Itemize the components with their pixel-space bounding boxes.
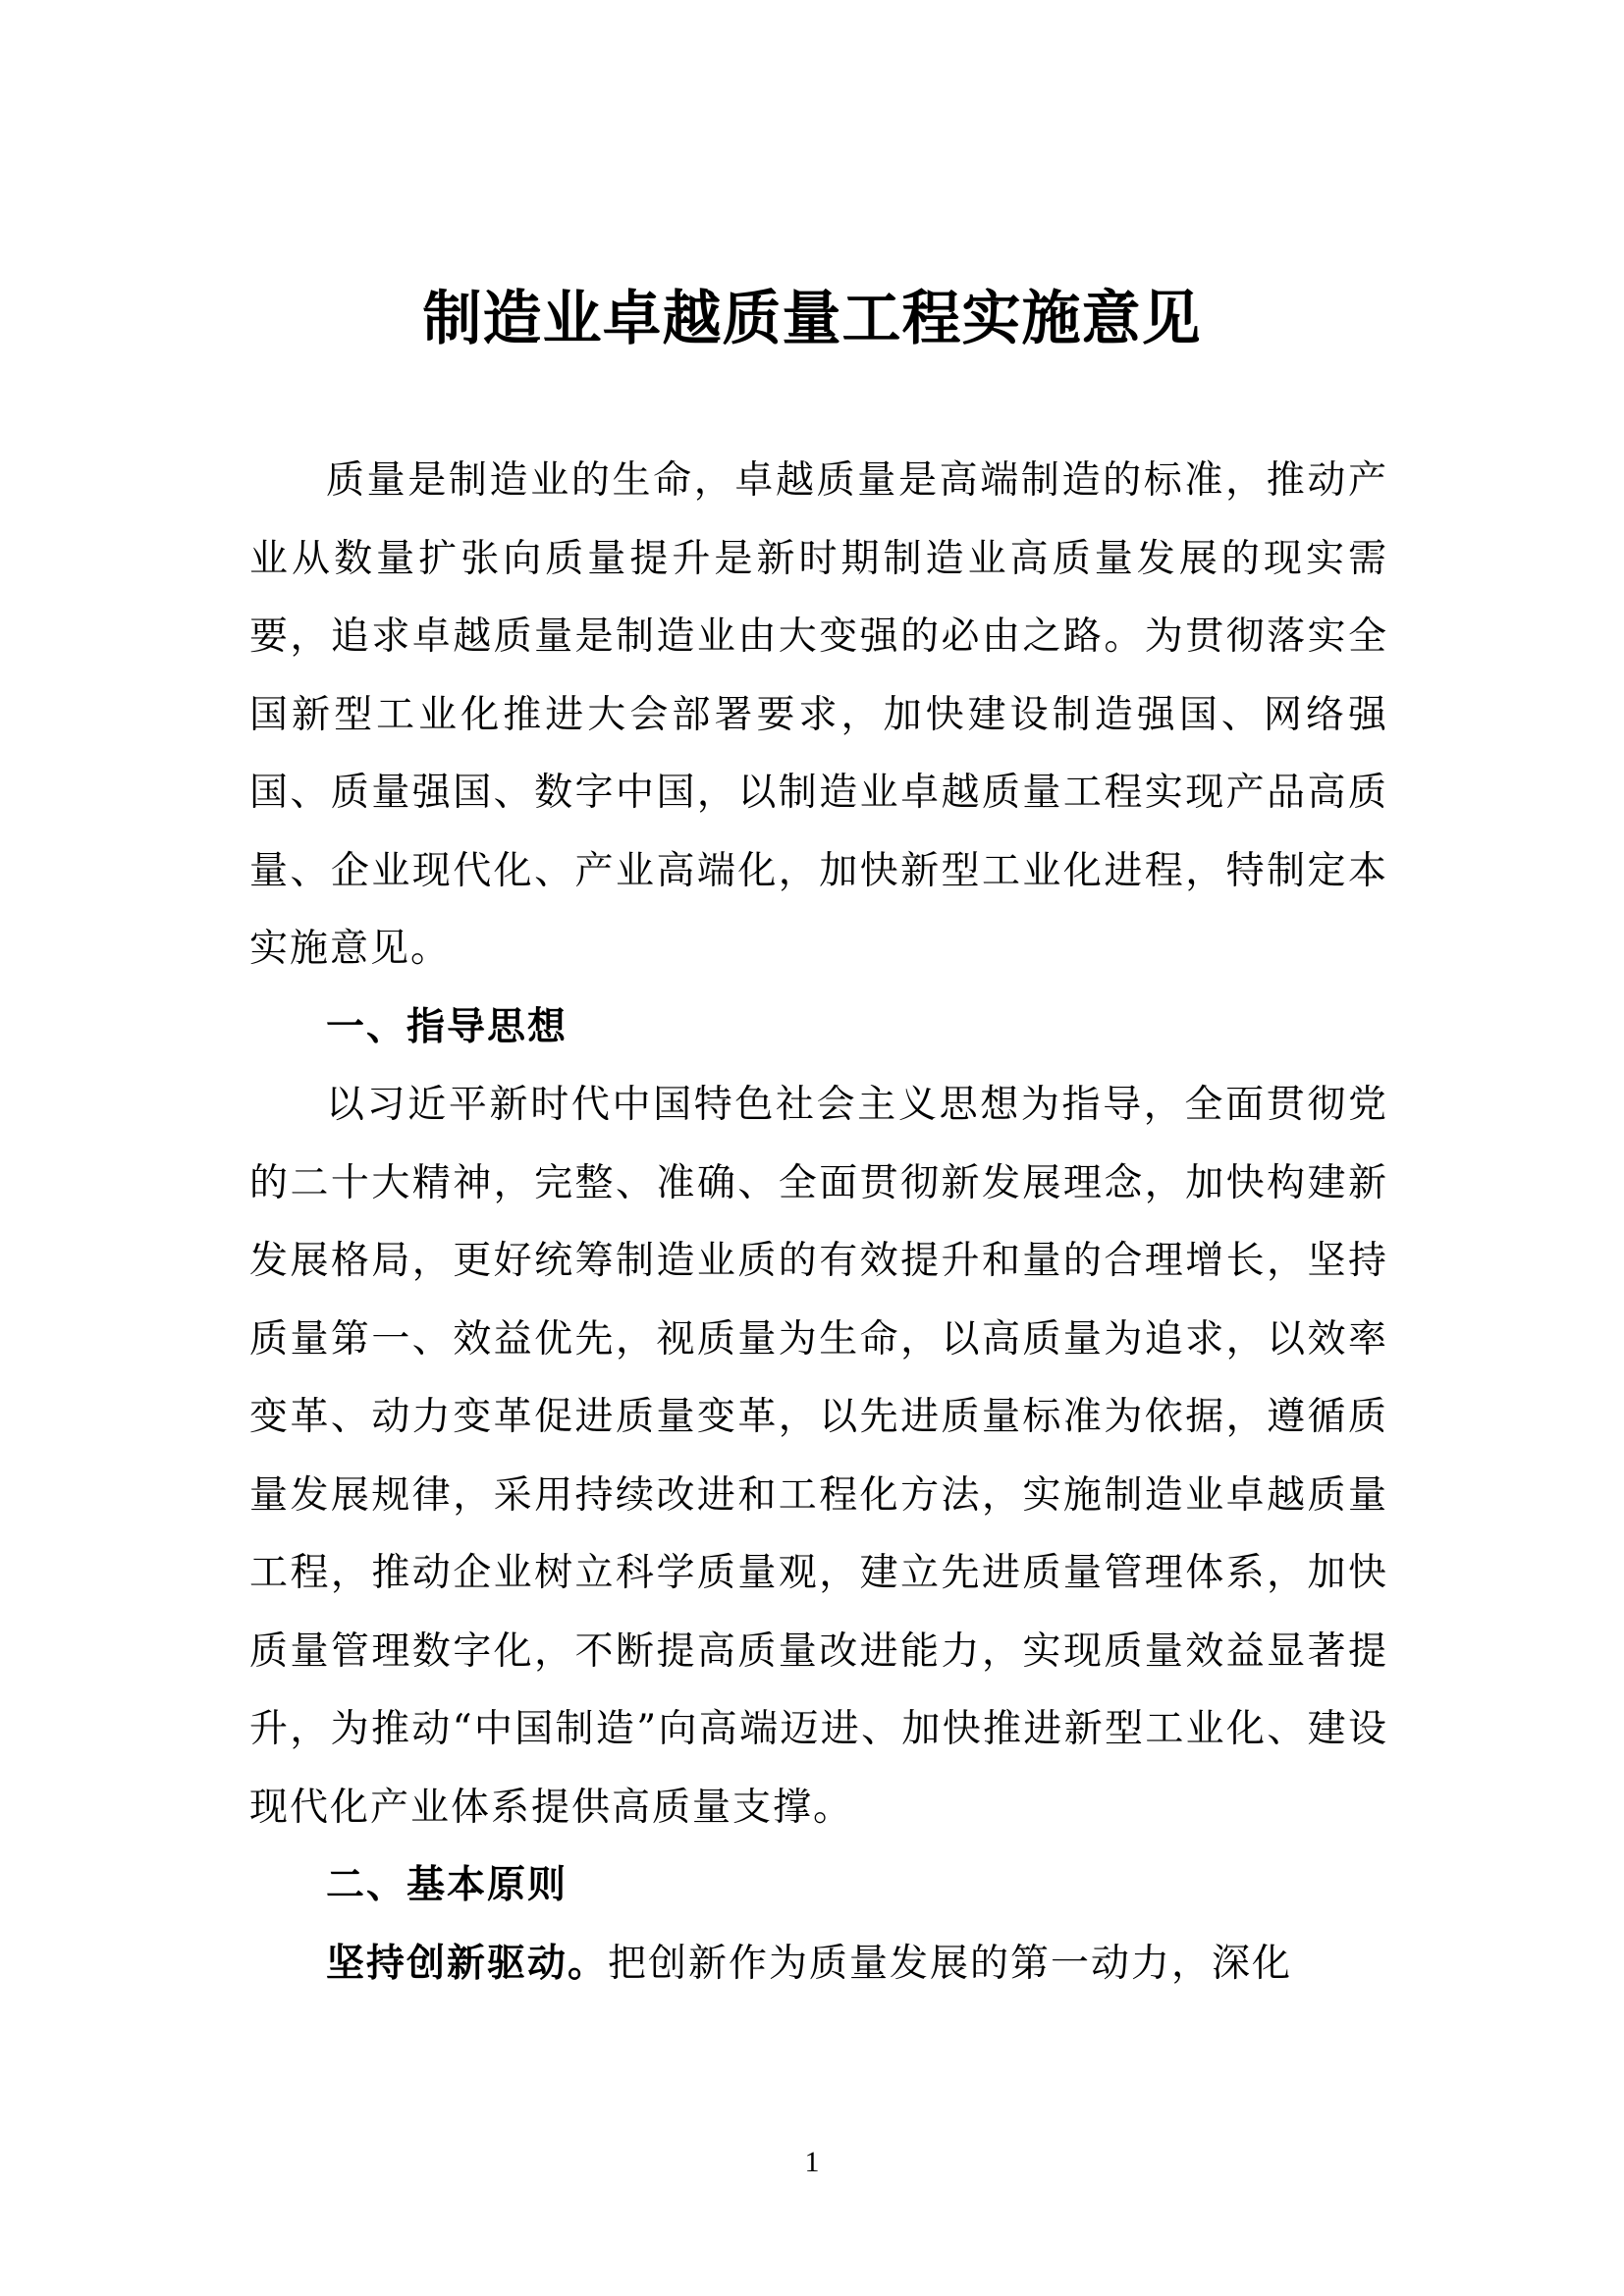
principle-innovation-paragraph — [249, 1925, 1388, 2003]
section-heading-basic-principles: 二、基本原则 — [326, 1863, 568, 1907]
page-number: 1 — [804, 2146, 820, 2178]
principle-innovation-lead: 坚持创新驱动。 — [326, 1941, 609, 1986]
section-heading-guiding-ideology: 一、指导思想 — [326, 1004, 568, 1049]
document-title: 制造业卓越质量工程实施意见 — [422, 285, 1202, 353]
document-body — [249, 442, 1388, 2002]
intro-paragraph: 质量是制造业的生命，卓越质量是高端制造的标准，推动产业从数量扩张向质量提升是新时期制造业高质量发展的现实需要，追求卓越质量是制造业由大变强的必由之路。为贯彻落实全国新型工业化推进大会部署要求，加快建设制造强国、网络强国、质量强国、数字中国，以制造业卓越质量工程实现产品高质量、企业现代化、产业高端化，加快新型工业化进程，特制定本实施意见。 — [249, 458, 1388, 971]
guiding-ideology-paragraph: 以习近平新时代中国特色社会主义思想为指导，全面贯彻党的二十大精神，完整、准确、全面贯彻新发展理念，加快构建新发展格局，更好统筹制造业质的有效提升和量的合理增长，坚持质量第一、效益优先，视质量为生命，以高质量为追求，以效率变革、动力变革促进质量变革，以先进质量标准为依据，遵循质量发展规律，采用持续改进和工程化方法，实施制造业卓越质量工程，推动企业树立科学质量观，建立先进质量管理体系，加快质量管理数字化，不断提高质量改进能力，实现质量效益显著提升，为推动“中国制造”向高端迈进、加快推进新型工业化、建设现代化产业体系提供高质量支撑。 — [249, 1083, 1388, 1830]
principle-innovation-text: 把创新作为质量发展的第一动力，深化 — [608, 1941, 1293, 1986]
